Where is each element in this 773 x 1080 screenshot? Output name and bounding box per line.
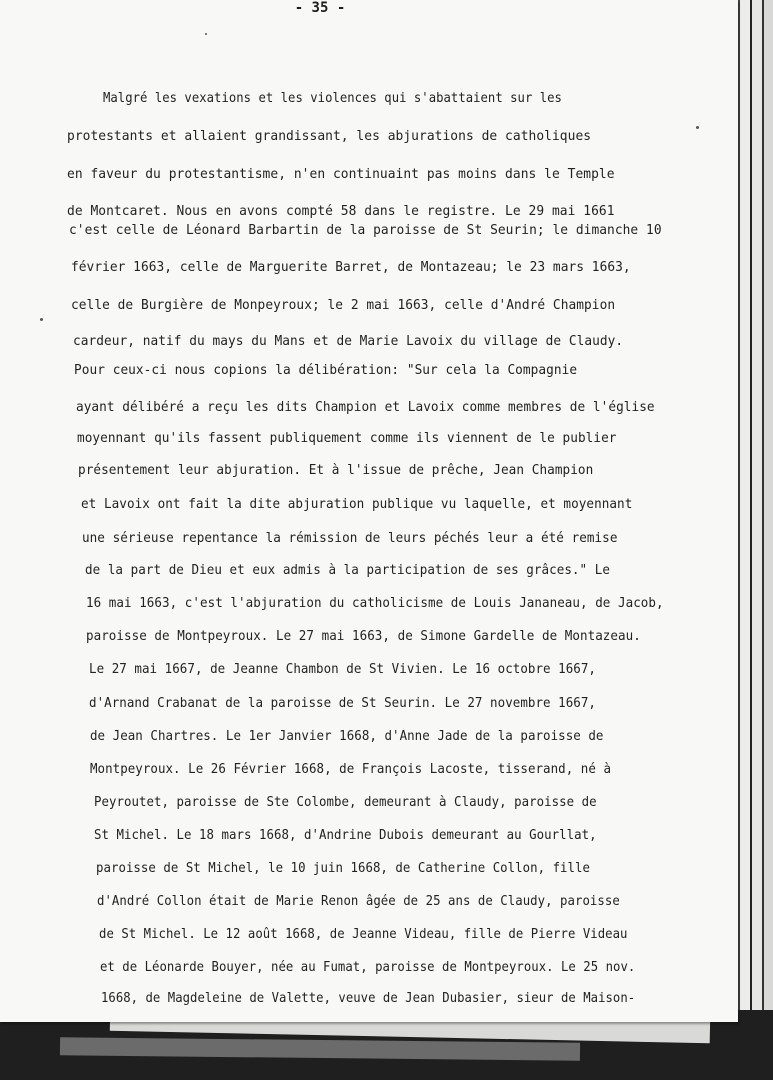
text-line: 1668, de Magdeleine de Valette, veuve de Jean Dubasier, sieur de Maison- — [101, 990, 636, 1006]
text-line: une sérieuse repentance la rémission de leurs péchés leur a été remise — [82, 530, 618, 546]
text-line: moyennant qu'ils fassent publiquement comme ils viennent de le publier — [77, 430, 617, 446]
text-line: Malgré les vexations et les violences qui s'abattaient sur les — [103, 90, 562, 106]
text-line: de la part de Dieu et eux admis à la participation de ses grâces." Le — [85, 562, 610, 578]
text-line: St Michel. Le 18 mars 1668, d'Andrine Dubois demeurant au Gourllat, — [94, 827, 597, 843]
text-line: Le 27 mai 1667, de Jeanne Chambon de St Vivien. Le 16 octobre 1667, — [89, 661, 597, 677]
stacked-sheet-edge — [762, 0, 773, 1010]
text-line: d'André Collon était de Marie Renon âgée de 25 ans de Claudy, paroisse — [97, 893, 620, 909]
text-line: Peyroutet, paroisse de Ste Colombe, demeurant à Claudy, paroisse de — [94, 794, 597, 810]
text-line: et de Léonarde Bouyer, née au Fumat, paroisse de Montpeyroux. Le 25 nov. — [100, 959, 636, 975]
text-line: cardeur, natif du mays du Mans et de Marie Lavoix du village de Claudy. — [73, 333, 624, 349]
text-line: de Montcaret. Nous en avons compté 58 dans le registre. Le 29 mai 1661 — [67, 203, 615, 219]
text-line: 16 mai 1663, c'est l'abjuration du catholicisme de Louis Jananeau, de Jacob, — [86, 595, 664, 611]
text-line: et Lavoix ont fait la dite abjuration publique vu laquelle, et moyennant — [81, 496, 633, 512]
ink-speck — [696, 126, 699, 129]
text-line: celle de Burgière de Monpeyroux; le 2 mai 1663, celle d'André Champion — [71, 297, 616, 313]
text-line: protestants et allaient grandissant, les abjurations de catholiques — [67, 128, 592, 144]
text-line: ayant délibéré a reçu les dits Champion et Lavoix comme membres de l'église — [76, 399, 655, 415]
text-line: c'est celle de Léonard Barbartin de la paroisse de St Seurin; le dimanche 10 — [69, 222, 662, 238]
text-line: Montpeyroux. Le 26 Février 1668, de François Lacoste, tisserand, né à — [90, 761, 611, 777]
page-number: - 35 - — [294, 0, 346, 16]
text-line: de St Michel. Le 12 août 1668, de Jeanne Videau, fille de Pierre Videau — [99, 926, 628, 942]
text-line: présentement leur abjuration. Et à l'issue de prêche, Jean Champion — [78, 462, 594, 478]
text-line: paroisse de Montpeyroux. Le 27 mai 1663, de Simone Gardelle de Montazeau. — [86, 628, 641, 644]
text-line: Pour ceux-ci nous copions la délibération: "Sur cela la Compagnie — [74, 362, 578, 378]
text-line: février 1663, celle de Marguerite Barret, de Montazeau; le 23 mars 1663, — [71, 259, 631, 275]
text-line: de Jean Chartres. Le 1er Janvier 1668, d'Anne Jade de la paroisse de — [90, 728, 604, 744]
text-line: en faveur du protestantisme, n'en continuaint pas moins dans le Temple — [67, 166, 615, 182]
text-line: d'Arnand Crabanat de la paroisse de St Seurin. Le 27 novembre 1667, — [89, 695, 597, 711]
ink-speck — [205, 33, 207, 35]
ink-speck — [40, 318, 43, 321]
text-line: paroisse de St Michel, le 10 juin 1668, de Catherine Collon, fille — [96, 860, 590, 876]
